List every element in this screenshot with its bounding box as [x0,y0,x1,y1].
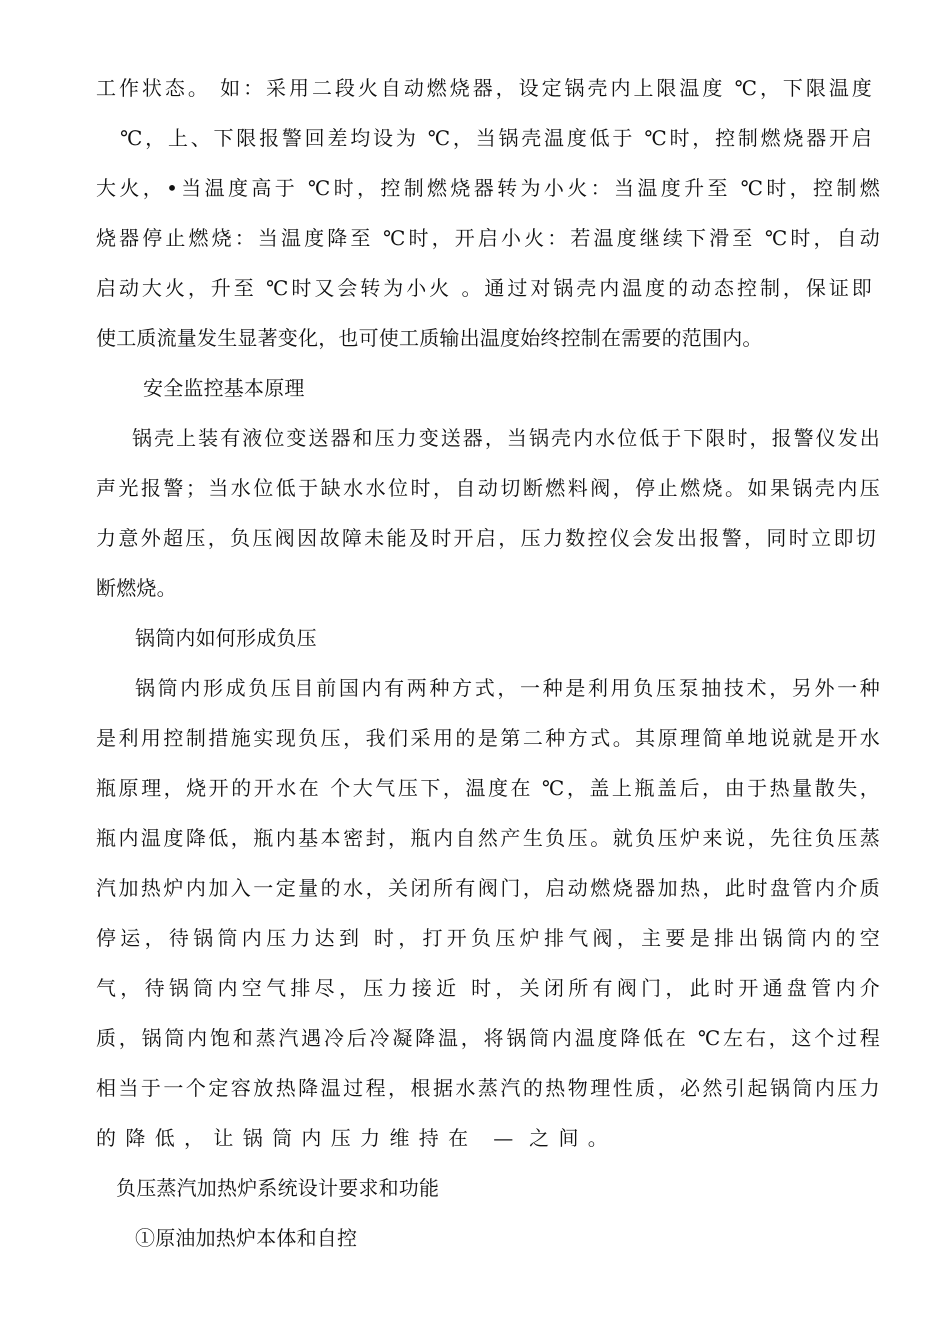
paragraph-line: 相当于一个定容放热降温过程，根据水蒸汽的热物理性质，必然引起锅筒内压力 [96,1076,880,1100]
paragraph-line: 烧器停止燃烧：当温度降至 ℃时，开启小火：若温度继续下滑至 ℃时，自动 [96,226,880,250]
paragraph-line: 质，锅筒内饱和蒸汽遇冷后冷凝降温，将锅筒内温度降低在 ℃左右，这个过程 [96,1026,880,1050]
paragraph-line: 瓶原理，烧开的开水在 个大气压下，温度在 ℃，盖上瓶盖后，由于热量散失， [96,776,880,800]
paragraph-line: 瓶内温度降低，瓶内基本密封，瓶内自然产生负压。就负压炉来说，先往负压蒸 [96,826,880,850]
paragraph-line: 是利用控制措施实现负压，我们采用的是第二种方式。其原理简单地说就是开水 [96,726,880,750]
paragraph-line: 锅筒内形成负压目前国内有两种方式，一种是利用负压泵抽技术，另外一种 [135,676,880,700]
section-heading: 负压蒸汽加热炉系统设计要求和功能 [116,1176,440,1200]
paragraph-line: 气，待锅筒内空气排尽，压力接近 时，关闭所有阀门，此时开通盘管内介 [96,976,880,1000]
paragraph-line: 停运，待锅筒内压力达到 时，打开负压炉排气阀，主要是排出锅筒内的空 [96,926,880,950]
subsection-heading: ①原油加热炉本体和自控 [135,1226,358,1250]
paragraph-line: 大火，•当温度高于 ℃时，控制燃烧器转为小火：当温度升至 ℃时，控制燃 [96,176,880,200]
paragraph-line: 使工质流量发生显著变化，也可使工质输出温度始终控制在需要的范围内。 [96,326,763,350]
paragraph-line: 启动大火，升至 ℃时又会转为小火 。通过对锅壳内温度的动态控制，保证即 [96,276,872,300]
section-heading: 安全监控基本原理 [143,376,305,400]
paragraph-line: ℃，上、下限报警回差均设为 ℃，当锅壳温度低于 ℃时，控制燃烧器开启 [120,126,872,150]
paragraph-line: 工作状态。 如：采用二段火自动燃烧器，设定锅壳内上限温度 ℃，下限温度 [96,76,872,100]
paragraph-line: 断燃烧。 [96,576,177,600]
paragraph-line: 力意外超压，负压阀因故障未能及时开启，压力数控仪会发出报警，同时立即切 [96,526,876,550]
section-heading: 锅筒内如何形成负压 [135,626,317,650]
paragraph-line: 声光报警；当水位低于缺水水位时，自动切断燃料阀，停止燃烧。如果锅壳内压 [96,476,880,500]
paragraph-line: 锅壳上装有液位变送器和压力变送器，当锅壳内水位低于下限时，报警仪发出 [132,426,880,450]
paragraph-line: 的降低，让锅筒内压力维持在 — 之间。 [96,1126,608,1150]
paragraph-line: 汽加热炉内加入一定量的水，关闭所有阀门，启动燃烧器加热，此时盘管内介质 [96,876,880,900]
